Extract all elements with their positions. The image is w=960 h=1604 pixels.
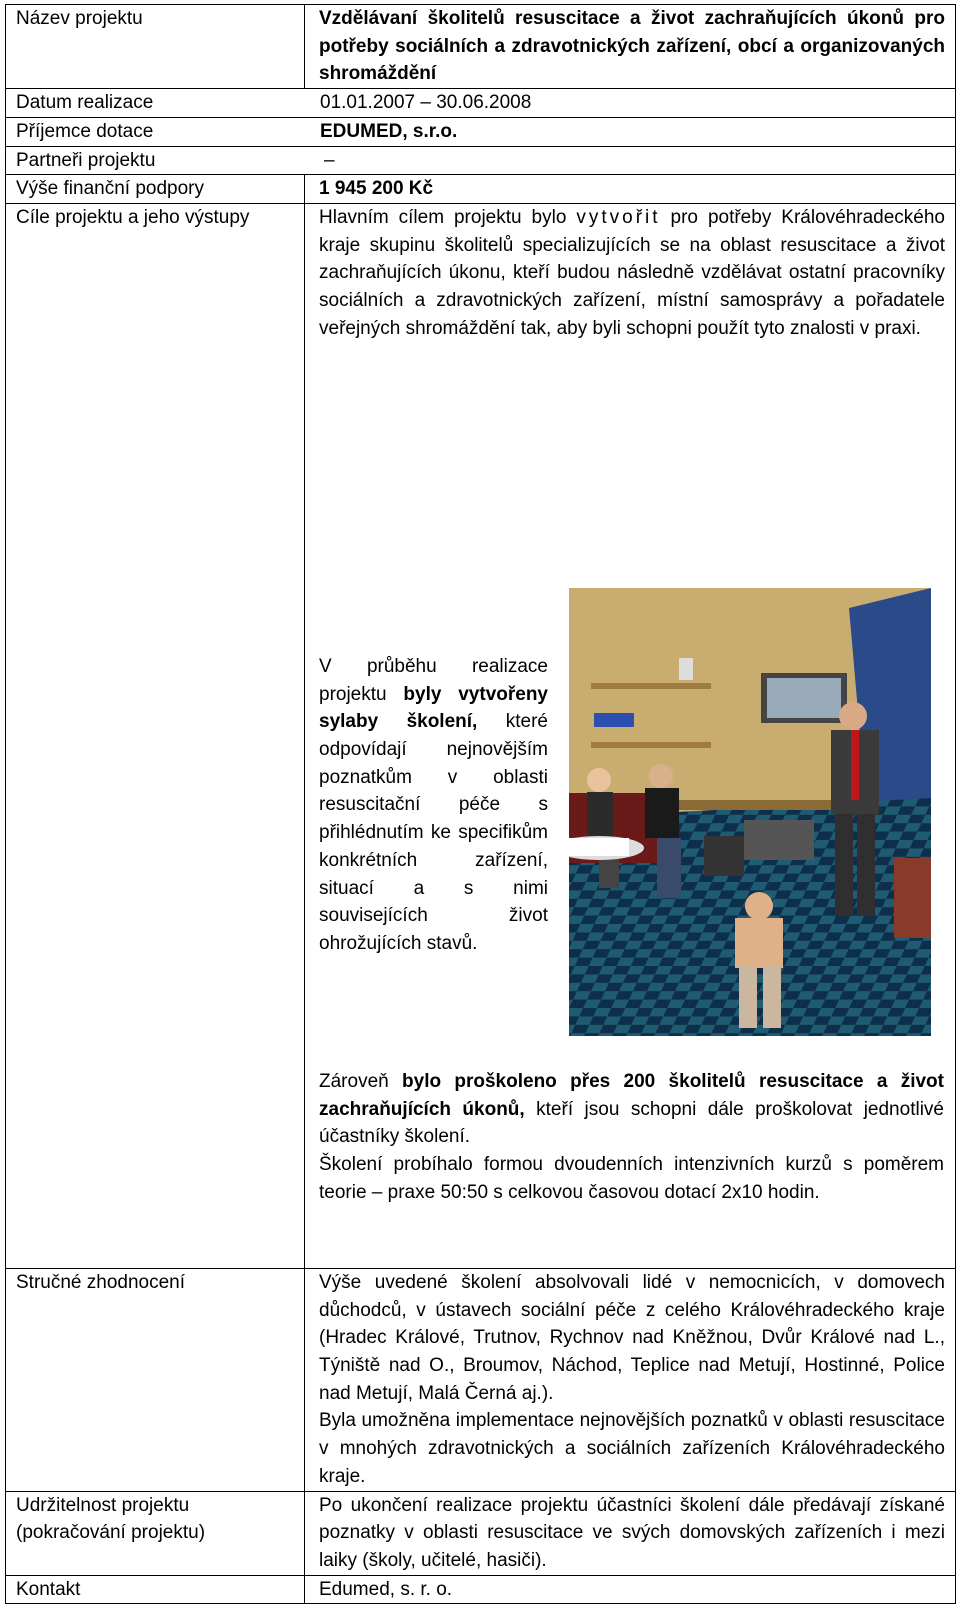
goals-text-a: Hlavním cílem projektu bylo: [319, 206, 577, 228]
label-goals: Cíle projektu a jeho výstupy: [6, 203, 305, 1268]
trained-emphasis: bylo proškoleno přes 200 školitelů resuscitace a život zachraňujících úkonů,: [319, 1070, 944, 1120]
caption-emphasis: byly vytvořeny sylaby školení,: [319, 683, 548, 733]
goals-paragraph-trained: [319, 1068, 944, 1151]
goals-content: [319, 204, 945, 1268]
row-project-name: [6, 5, 956, 89]
row-funding: [6, 175, 956, 204]
value-project-name: Vzdělávaní školitelů resuscitace a život zachraňujících úkonů pro potřeby sociálních a zdravotnických zařízení, obcí a organizovaných shromáždění: [305, 5, 956, 89]
value-date: 01.01.2007 – 30.06.2008: [320, 92, 532, 114]
label-partners: Partneři projektu: [16, 149, 156, 171]
label-sustainability: Udržitelnost projektu (pokračování projektu): [6, 1491, 305, 1575]
photo-caption: [319, 653, 548, 958]
goals-paragraph-format: Školení probíhalo formou dvoudenních intenzivních kurzů s poměrem teorie – praxe 50:50 s celkovou časovou dotací 2x10 hodin.: [319, 1154, 944, 1203]
label-project-name: Název projektu: [6, 5, 305, 89]
trained-text-c: kteří jsou schopni dále proškolovat jednotlivé účastníky školení.: [319, 1098, 944, 1148]
value-sustainability: Po ukončení realizace projektu účastníci školení dále předávají získané poznatky v oblasti resuscitace ve svých domovských zařízeních i mezi laiky (školy, učitelé, hasiči).: [305, 1491, 956, 1575]
row-partners: [6, 146, 956, 175]
summary-paragraph-1: Výše uvedené školení absolvovali lidé v nemocnicích, v domovech důchodců, v ústavech sociální péče z celého Královéhradeckého kraje (Hradec Králové, Trutnov, Rychnov nad Kněžnou, Dvůr Králové nad L., Týniště nad O., Broumov, Náchod, Teplice nad Metují, Hostinné, Police nad Metují, Malá Černá aj.).: [319, 1271, 945, 1404]
label-date: Datum realizace: [16, 92, 154, 114]
value-contact: Edumed, s. r. o.: [305, 1575, 956, 1604]
row-contact: [6, 1575, 956, 1604]
trained-text-a: Zároveň: [319, 1070, 403, 1092]
label-funding: Výše finanční podpory: [6, 175, 305, 204]
goals-emphasis: vytvořit: [576, 206, 661, 228]
row-sustainability: [6, 1491, 956, 1575]
summary-paragraph-2: Byla umožněna implementace nejnovějších poznatků v oblasti resuscitace v mnohých zdravotnických a sociálních zařízeních Královéhradeckého kraje.: [319, 1410, 945, 1487]
goals-lower-text: [319, 1068, 944, 1207]
row-date: [6, 89, 956, 118]
value-partners: –: [324, 149, 335, 171]
row-goals: [6, 203, 956, 1268]
goals-text-c: pro potřeby Královéhradeckého kraje skupinu školitelů specializujících se na oblast resuscitace a život zachraňujících úkonu, kteří budou následně vzdělávat ostatní pracovníky sociálních a zdravotnických zařízení, místní samosprávy a pořadatele veřejných shromáždění tak, aby byli schopni použít tyto znalosti v praxi.: [319, 206, 945, 339]
label-contact: Kontakt: [6, 1575, 305, 1604]
training-photo-image: [569, 588, 931, 1036]
label-summary: Stručné zhodnocení: [6, 1268, 305, 1491]
row-summary: [6, 1268, 956, 1491]
label-grantee: Příjemce dotace: [16, 120, 154, 142]
training-photo: [569, 588, 931, 1036]
goals-paragraph-main: [319, 204, 945, 343]
caption-text-c: které odpovídají nejnovějším poznatkům v oblasti resuscitační péče s přihlédnutím ke specifikům konkrétních zařízení, situací a s nimi souvisejících život ohrožujících stavů.: [319, 711, 548, 954]
value-grantee: EDUMED, s.r.o.: [320, 120, 458, 142]
caption-text-a: V průběhu realizace projektu: [319, 655, 548, 705]
row-grantee: [6, 117, 956, 146]
project-sheet-table: [5, 4, 956, 1604]
value-funding: 1 945 200 Kč: [305, 175, 956, 204]
